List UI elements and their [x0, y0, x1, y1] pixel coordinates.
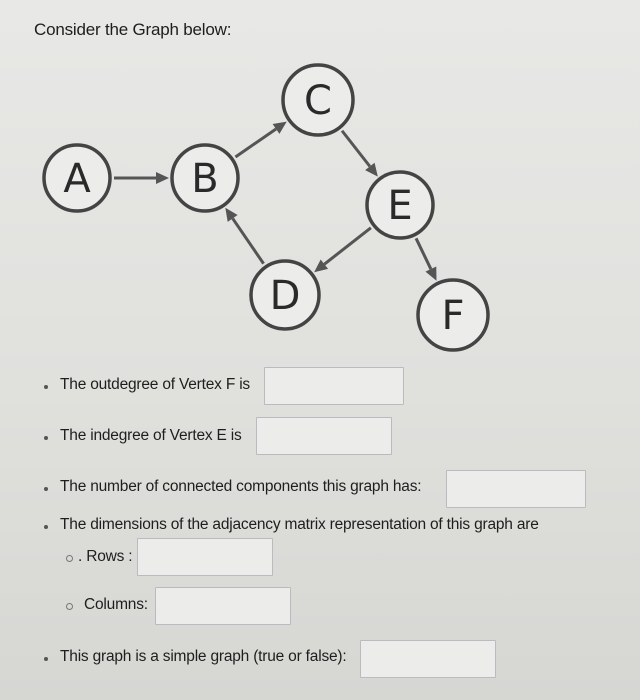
rows-input[interactable]	[137, 538, 273, 576]
edge-C-E	[342, 131, 378, 177]
connected-components-input[interactable]	[446, 470, 586, 508]
bullet-icon	[44, 657, 48, 661]
node-D	[251, 261, 319, 329]
node-label-C: C	[304, 78, 332, 124]
bullet-icon	[44, 385, 48, 389]
node-F	[418, 280, 488, 350]
outdegree-f-input[interactable]	[264, 367, 404, 405]
bullet-icon	[44, 487, 48, 491]
columns-input[interactable]	[155, 587, 291, 625]
question-outdegree-f: The outdegree of Vertex F is	[60, 376, 250, 393]
question-indegree-e: The indegree of Vertex E is	[60, 427, 242, 444]
node-E	[367, 172, 433, 238]
node-C	[283, 65, 353, 135]
columns-label: Columns:	[84, 596, 148, 613]
question-simple-graph: This graph is a simple graph (true or false):	[60, 648, 347, 665]
node-label-D: D	[269, 273, 301, 319]
edge-D-B	[225, 208, 263, 264]
bullet-icon	[44, 525, 48, 529]
question-connected-components: The number of connected components this graph has:	[60, 478, 422, 495]
question-matrix-dimensions: The dimensions of the adjacency matrix representation of this graph are	[60, 516, 539, 533]
arrowhead-icon	[156, 172, 169, 184]
simple-graph-input[interactable]	[360, 640, 496, 678]
rows-label: . Rows :	[78, 548, 133, 565]
edge-B-C	[235, 122, 286, 157]
node-B	[172, 145, 238, 211]
edge-E-D	[314, 228, 371, 272]
arrowhead-icon	[225, 208, 237, 222]
sub-bullet-icon	[66, 603, 73, 610]
arrowhead-icon	[273, 122, 287, 134]
node-label-E: E	[387, 183, 413, 229]
node-label-B: B	[191, 156, 219, 202]
edge-E-F	[416, 238, 436, 280]
indegree-e-input[interactable]	[256, 417, 392, 455]
question-prompt: Consider the Graph below:	[34, 20, 232, 39]
node-label-F: F	[441, 293, 465, 339]
bullet-icon	[44, 436, 48, 440]
node-A	[44, 145, 110, 211]
sub-bullet-icon	[66, 555, 73, 562]
node-label-A: A	[63, 156, 91, 202]
edge-A-B	[114, 172, 169, 184]
